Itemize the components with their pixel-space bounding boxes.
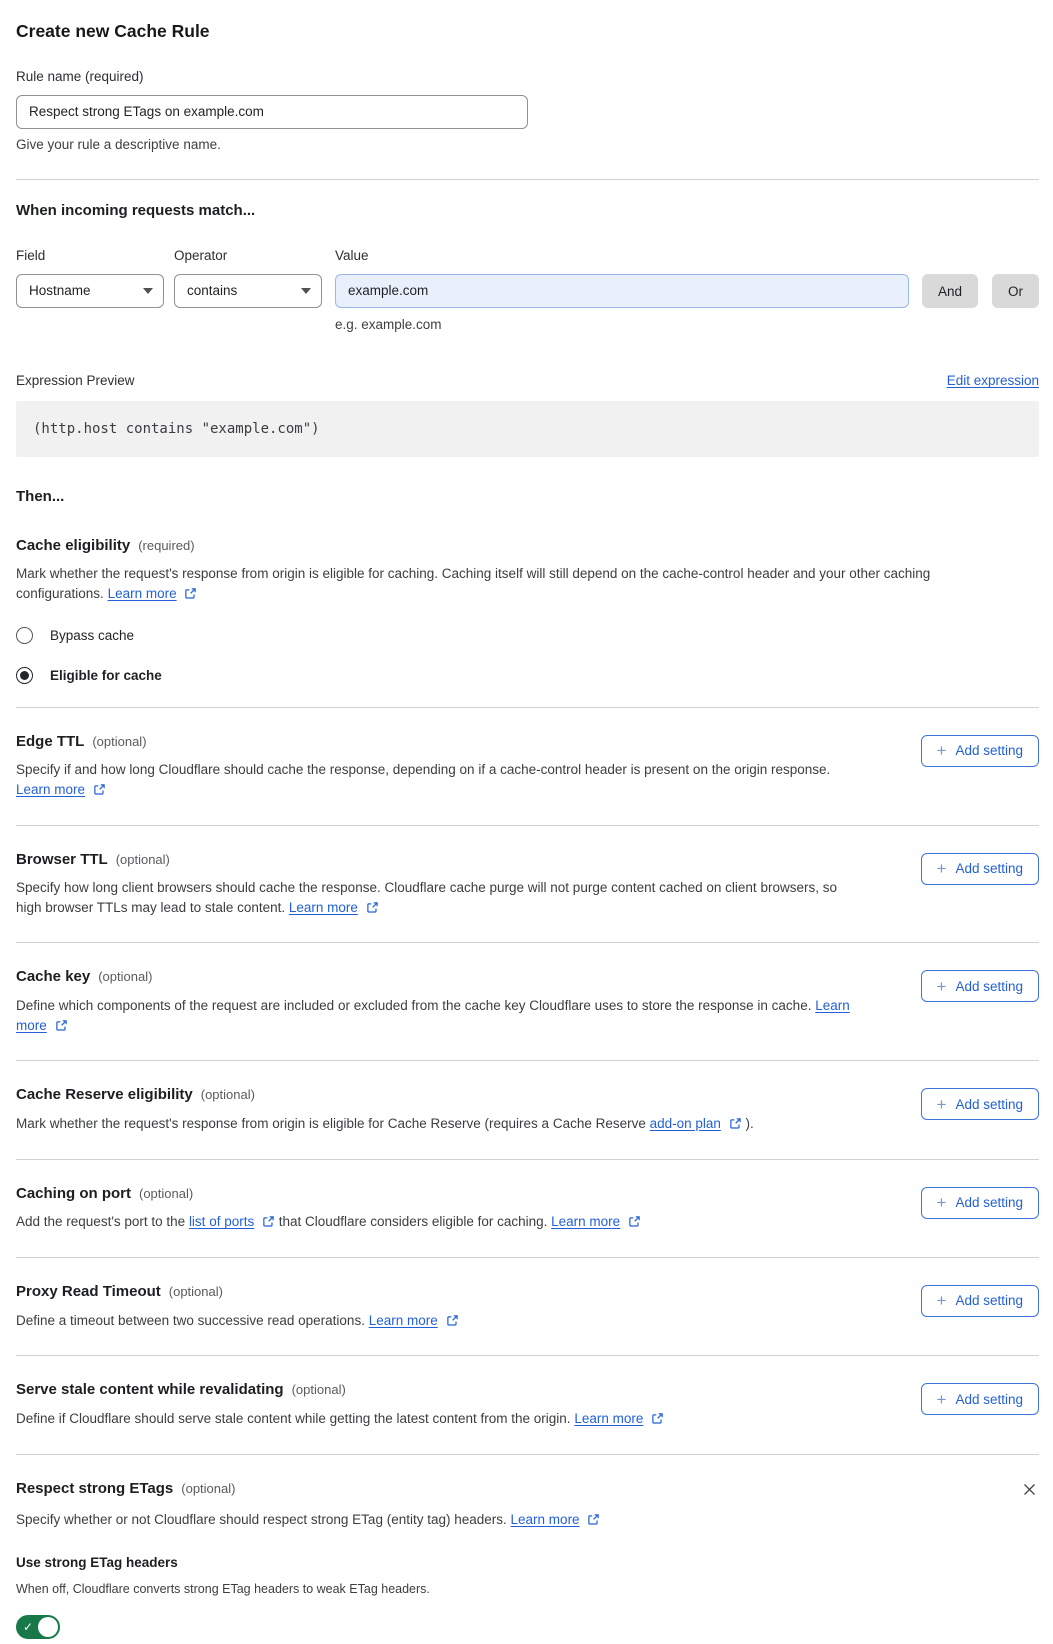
operator-select-value: contains	[187, 283, 238, 299]
learn-more-link[interactable]: Learn more	[510, 1511, 580, 1527]
setting-section	[16, 825, 1039, 943]
add-setting-label: Add setting	[955, 978, 1023, 994]
setting-section	[16, 942, 1039, 1060]
add-setting-button[interactable]	[921, 853, 1039, 885]
setting-section	[16, 707, 1039, 825]
optional-badge: (optional)	[291, 1382, 346, 1398]
match-expression-row	[16, 246, 1039, 334]
cache-eligibility-options	[16, 626, 1039, 686]
optional-settings-list	[16, 707, 1039, 1454]
toggle-knob	[38, 1617, 58, 1637]
plus-icon: +	[936, 741, 947, 761]
add-setting-button[interactable]	[921, 1088, 1039, 1120]
edit-expression-link[interactable]: Edit expression	[946, 373, 1039, 389]
setting-description	[16, 878, 861, 918]
description-text: Define a timeout between two successive read operations.	[16, 1312, 369, 1328]
plus-icon: +	[936, 1094, 947, 1114]
rule-name-input[interactable]	[16, 95, 528, 129]
setting-section-text	[16, 1084, 754, 1134]
setting-description	[16, 1311, 459, 1332]
external-link-icon-slot	[585, 1513, 600, 1528]
optional-badge: (optional)	[115, 851, 170, 867]
etags-description	[16, 1510, 1016, 1531]
setting-title: Caching on port	[16, 1184, 131, 1202]
setting-title: Serve stale content while revalidating	[16, 1381, 284, 1399]
strong-etag-toggle-help: When off, Cloudflare converts strong ETag headers to weak ETag headers.	[16, 1581, 430, 1596]
external-link-icon	[366, 901, 379, 914]
strong-etag-toggle[interactable]	[16, 1615, 60, 1639]
setting-description	[16, 1409, 664, 1430]
operator-label: Operator	[174, 248, 228, 264]
divider	[16, 179, 1039, 180]
add-setting-label: Add setting	[955, 1195, 1023, 1211]
value-label: Value	[335, 248, 369, 264]
setting-title: Cache Reserve eligibility	[16, 1086, 193, 1104]
required-badge: (required)	[138, 537, 195, 553]
external-link-icon-slot	[727, 1117, 742, 1132]
optional-badge: (optional)	[181, 1480, 236, 1496]
strong-etag-toggle-label: Use strong ETag headers	[16, 1555, 178, 1571]
chevron-down-icon	[143, 288, 153, 294]
setting-section	[16, 1355, 1039, 1453]
setting-section-text	[16, 1379, 664, 1429]
plus-icon: +	[936, 1389, 947, 1409]
learn-more-link[interactable]: Learn more	[574, 1411, 644, 1426]
external-link-icon	[55, 1019, 68, 1032]
description-text: Define which components of the request are included or excluded from the cache key Cloudflare uses to store the response in cache.	[16, 998, 816, 1014]
add-setting-button[interactable]	[921, 1187, 1039, 1219]
setting-title: Browser TTL	[16, 850, 108, 868]
radio-icon-selected	[16, 667, 33, 684]
respect-strong-etags-section	[16, 1454, 1039, 1644]
check-icon: ✓	[23, 1619, 34, 1634]
add-setting-button[interactable]	[921, 970, 1039, 1002]
description-text: Mark whether the request's response from origin is eligible for Cache Reserve (requires a Cache Reserve	[16, 1116, 650, 1132]
expression-preview-label: Expression Preview	[16, 373, 135, 389]
rule-name-label: Rule name (required)	[16, 69, 144, 85]
page-title: Create new Cache Rule	[16, 21, 210, 41]
optional-badge: (optional)	[168, 1283, 223, 1299]
setting-section-text	[16, 849, 861, 919]
external-link-icon	[262, 1215, 275, 1228]
description-text: that Cloudflare considers eligible for caching.	[274, 1214, 552, 1230]
learn-more-link[interactable]: Learn more	[551, 1214, 621, 1230]
external-link-icon	[729, 1117, 742, 1130]
description-text: Specify whether or not Cloudflare should respect strong ETag (entity tag) headers.	[16, 1511, 511, 1527]
radio-bypass-cache[interactable]	[16, 626, 1039, 646]
add-setting-label: Add setting	[955, 861, 1023, 877]
learn-more-link[interactable]: add-on plan	[649, 1116, 721, 1132]
setting-title: Edge TTL	[16, 732, 85, 750]
setting-title: Proxy Read Timeout	[16, 1282, 161, 1300]
learn-more-link[interactable]: Learn more	[368, 1312, 438, 1328]
setting-section	[16, 1060, 1039, 1158]
external-link-icon	[651, 1412, 664, 1425]
external-link-icon	[184, 587, 197, 600]
external-link-icon-slot	[53, 1019, 68, 1034]
operator-select[interactable]	[174, 274, 322, 308]
external-link-icon	[446, 1314, 459, 1327]
or-button[interactable]: Or	[992, 274, 1039, 308]
expression-preview-row	[16, 371, 1039, 391]
add-setting-label: Add setting	[955, 1096, 1023, 1112]
description-text: Specify how long client browsers should cache the response. Cloudflare cache purge will not purge content cached on client browsers, so high browser TTLs may lead to stale content.	[16, 880, 837, 915]
add-setting-button[interactable]	[921, 1383, 1039, 1415]
external-link-icon	[93, 783, 106, 796]
add-setting-label: Add setting	[955, 1391, 1023, 1407]
and-button[interactable]: And	[922, 274, 978, 308]
setting-section	[16, 1257, 1039, 1355]
field-label: Field	[16, 248, 46, 264]
value-input[interactable]	[335, 274, 909, 308]
external-link-icon	[628, 1215, 641, 1228]
learn-more-link[interactable]: list of ports	[188, 1214, 255, 1230]
learn-more-link[interactable]: Learn more	[107, 586, 177, 601]
external-link-icon-slot	[364, 901, 379, 916]
expression-code-block	[16, 401, 1039, 457]
add-setting-button[interactable]	[921, 1285, 1039, 1317]
optional-badge: (optional)	[139, 1185, 194, 1201]
description-text: Mark whether the request's response from origin is eligible for caching. Caching itself will still depend on the cache-control header and your other caching configurations.	[16, 566, 931, 601]
external-link-icon-slot	[260, 1215, 275, 1230]
etags-title: Respect strong ETags	[16, 1479, 174, 1497]
add-setting-button[interactable]	[921, 735, 1039, 767]
then-heading: Then...	[16, 487, 65, 505]
radio-label: Bypass cache	[50, 627, 135, 643]
close-icon[interactable]	[1020, 1480, 1039, 1502]
expression-code: (http.host contains "example.com")	[33, 420, 320, 437]
cache-eligibility-description	[16, 564, 1016, 604]
setting-section	[16, 1159, 1039, 1257]
description-text: Define if Cloudflare should serve stale content while getting the latest content from the origin.	[16, 1411, 575, 1426]
setting-description	[16, 1114, 754, 1135]
value-helper: e.g. example.com	[335, 316, 442, 332]
radio-icon	[16, 627, 33, 644]
field-select[interactable]	[16, 274, 164, 308]
match-heading: When incoming requests match...	[16, 201, 256, 219]
description-text: ).	[741, 1116, 754, 1132]
external-link-icon-slot	[182, 587, 197, 602]
field-select-value: Hostname	[29, 283, 91, 299]
setting-section-text	[16, 731, 861, 801]
radio-label: Eligible for cache	[50, 668, 162, 684]
setting-description	[16, 996, 861, 1036]
setting-title: Cache key	[16, 968, 91, 986]
rule-name-helper: Give your rule a descriptive name.	[16, 136, 221, 152]
cache-eligibility-title: Cache eligibility	[16, 536, 131, 554]
setting-section-text	[16, 1183, 641, 1233]
external-link-icon-slot	[91, 783, 106, 798]
optional-badge: (optional)	[200, 1087, 255, 1103]
add-setting-label: Add setting	[955, 1293, 1023, 1309]
learn-more-link[interactable]: Learn more	[16, 998, 850, 1033]
learn-more-link[interactable]: Learn more	[16, 782, 86, 797]
external-link-icon-slot	[649, 1412, 664, 1427]
setting-description	[16, 760, 861, 800]
setting-section-text	[16, 966, 861, 1036]
plus-icon: +	[936, 1193, 947, 1213]
optional-badge: (optional)	[92, 733, 147, 749]
add-setting-label: Add setting	[955, 743, 1023, 759]
plus-icon: +	[936, 976, 947, 996]
plus-icon: +	[936, 1291, 947, 1311]
optional-badge: (optional)	[98, 969, 153, 985]
external-link-icon-slot	[626, 1215, 641, 1230]
radio-eligible-for-cache[interactable]	[16, 666, 1039, 686]
description-text: Specify if and how long Cloudflare should cache the response, depending on if a cache-control header is present on the origin response.	[16, 762, 831, 778]
learn-more-link[interactable]: Learn more	[288, 899, 358, 915]
chevron-down-icon	[301, 288, 311, 294]
external-link-icon-slot	[444, 1314, 459, 1329]
plus-icon: +	[936, 859, 947, 879]
setting-description	[16, 1212, 641, 1233]
description-text: Add the request's port to the	[16, 1214, 189, 1230]
setting-section-text	[16, 1281, 459, 1331]
